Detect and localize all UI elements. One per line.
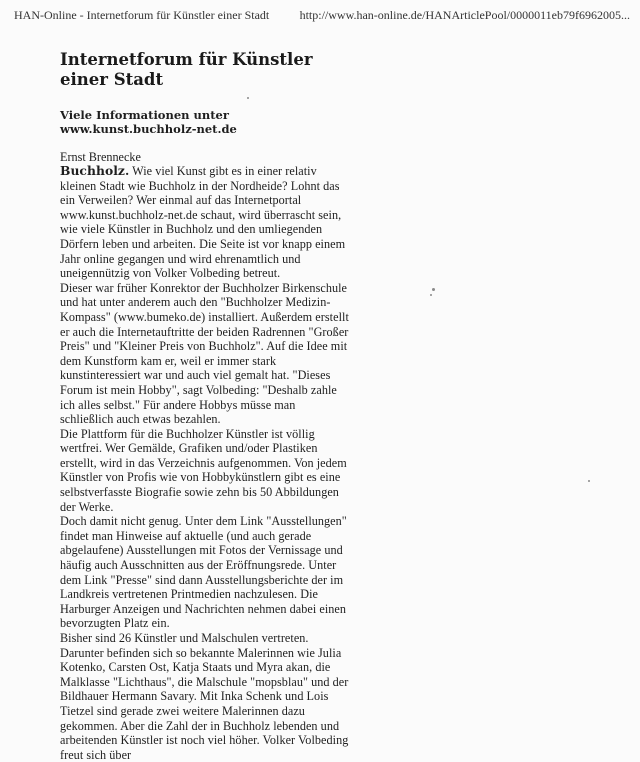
dateline: Buchholz. xyxy=(60,163,130,178)
paragraph: Dieser war früher Konrektor der Buchholzer Birkenschule und hat unter anderem auch den "Buchholzer Medizin-Kompass" (www.bumeko.de) installiert. Außerdem erstellt er auch die Internetauftritte der beiden Radrennen "Großer Preis" und "Kleiner Preis von Buchholz". Auf die Idee mit dem Kunstform kam er, weil er immer stark kunstinteressiert war und auch viel gemalt hat. "Dieses Forum ist mein Hobby", sagt Volbeding: "Deshalb zahle ich alles selbst." Für andere Hobbys müsse man schließlich auch etwas bezahlen. xyxy=(60,280,349,427)
article-author: Ernst Brennecke xyxy=(60,150,141,164)
article-subhead xyxy=(60,108,350,136)
article-headline: Internetforum für Künstler einer Stadt xyxy=(60,50,313,89)
subhead-link[interactable]: www.kunst.buchholz-net.de xyxy=(60,122,237,136)
article xyxy=(60,50,350,762)
subhead-line: Viele Informationen unter xyxy=(60,108,229,122)
scan-speck xyxy=(430,294,432,296)
paragraph: Die Plattform für die Buchholzer Künstler ist völlig wertfrei. Wer Gemälde, Grafiken und/oder Plastiken erstellt, wird in das Verzeichnis aufgenommen. Von jedem Künstler von Profis wie von Hobbykünstlern gibt es eine selbstverfasste Biografie sowie zehn bis 50 Abbildungen der Werke. xyxy=(60,426,347,514)
paragraph: Doch damit nicht genug. Unter dem Link "Ausstellungen" findet man Hinweise auf aktuelle (und auch gerade abgelaufene) Ausstellungen mit Fotos der Vernissage und häufig auch Ausschnitten aus der Eröffnungsrede. Unter dem Link "Presse" sind dann Ausstellungsberichte der im Landkreis vertretenen Printmedien nachzulesen. Die Harburger Anzeigen und Nachrichten nehmen dabei einen bevorzugten Platz ein. xyxy=(60,514,347,631)
print-header xyxy=(14,8,630,26)
scan-speck xyxy=(432,288,435,291)
scan-speck xyxy=(588,480,590,482)
paragraph xyxy=(60,164,350,281)
paragraph-text: Wie viel Kunst gibt es in einer relativ kleinen Stadt wie Buchholz in der Nordheide? Lohnt das ein Verweilen? Wer einmal auf das Internetportal www.kunst.buchholz-net.de schaut, wird überrascht sein, wie viele Künstler in Buchholz und den umliegenden Dörfern leben und arbeiten. Die Seite ist vor knapp einem Jahr online gegangen und wird ehrenamtlich und uneigennützig von Volker Volbeding betreut. xyxy=(60,164,346,281)
page-url[interactable]: http://www.han-online.de/HANArticlePool/0000011eb79f6962005... xyxy=(299,8,630,22)
article-body xyxy=(60,164,350,762)
page-title-header: HAN-Online - Internetforum für Künstler einer Stadt xyxy=(14,8,270,22)
scan-speck xyxy=(247,97,249,99)
paragraph: Bisher sind 26 Künstler und Malschulen vertreten. Darunter befinden sich so bekannte Malerinnen wie Julia Kotenko, Carsten Ost, Katja Staats und Myra akan, die Malklasse "Lichthaus", die Malschule "mopsblau" und der Bildhauer Hermann Savary. Mit Inka Schenk und Lois Tietzel sind gerade zwei weitere Malerinnen dazu gekommen. Aber die Zahl der in Buchholz lebenden und arbeitenden Künstler ist noch viel höher. Volker Volbeding freut sich über xyxy=(60,631,349,762)
